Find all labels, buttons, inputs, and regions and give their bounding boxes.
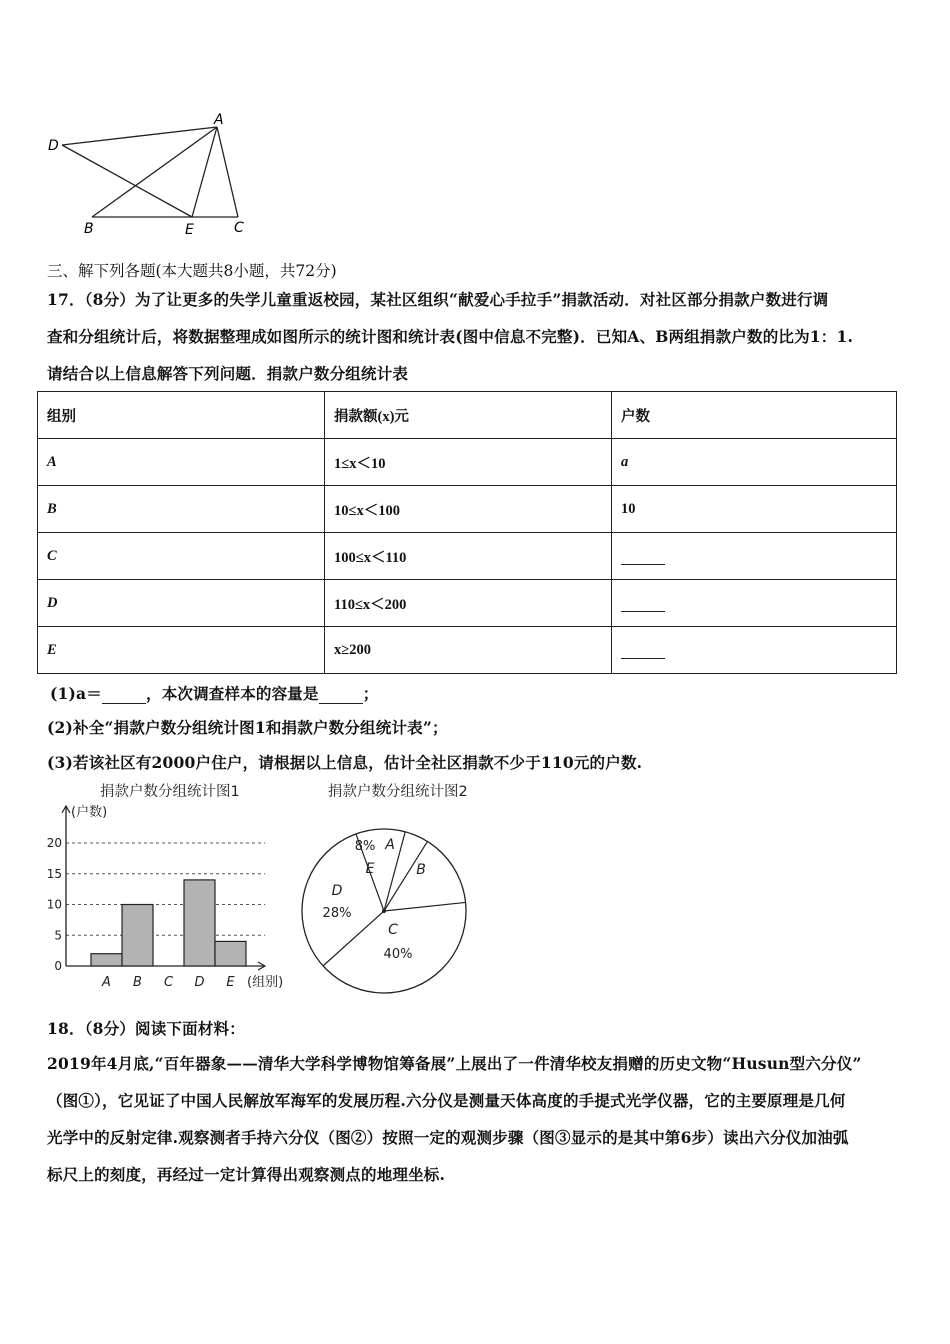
cell-group: A [38,439,325,486]
cell-range: 1≤x＜10 [325,439,612,486]
sub1-b: ，本次调查样本的容量是 [146,684,319,703]
pie-percent-e: 8% [354,839,376,854]
cell-range: 10≤x＜100 [325,486,612,533]
bar-a [91,954,122,966]
bar-chart-title: 捐款户数分组统计图1 [100,784,240,800]
answer-blank [621,597,665,612]
cell-count: a [612,439,897,486]
point-label-d: D [48,138,59,154]
cell-count-blank [612,533,897,580]
point-label-b: B [84,221,94,237]
table-row [38,627,897,674]
x-tick-label: C [163,975,174,990]
x-tick-label: A [102,975,111,990]
q17-sub1 [50,682,378,704]
table-row [38,439,897,486]
pie-center [382,909,386,913]
answer-blank [621,550,665,565]
cell-count-blank [612,580,897,627]
pie-label-e: E [365,861,375,877]
q18-line3: （图①），它见证了中国人民解放军海军的发展历程.六分仪是测量天体高度的手提式光学仪器，它的主要原理是几何 [47,1091,846,1110]
table-row [38,486,897,533]
pie-label-b: B [416,862,426,878]
x-tick-label: E [226,975,235,990]
q17-sub3: (3)若该社区有2000户住户，请根据以上信息，估计全社区捐款不少于110元的户数. [47,753,643,772]
pie-label-c: C [388,922,398,938]
pie-chart-title: 捐款户数分组统计图2 [328,784,468,800]
point-label-e: E [185,222,194,238]
geometry-figure [40,110,260,240]
q17-line2: 查和分组统计后，将数据整理成如图所示的统计图和统计表(图中信息不完整)．已知A、B两组捐款户数的比为1：1. [47,327,854,346]
pie-percent-d: 28% [322,906,352,921]
table-row [38,580,897,627]
x-tick-label: D [194,975,205,990]
cell-count-blank [612,627,897,674]
cell-range: 100≤x＜110 [325,533,612,580]
cell-range: x≥200 [325,627,612,674]
header-count: 户数 [612,392,897,439]
sub1-a: (1)a＝ [50,684,102,703]
q18-line4: 光学中的反射定律.观察测者手持六分仪（图②）按照一定的观测步骤（图③显示的是其中第6步）读出六分仪加油弧 [47,1128,849,1147]
bar-chart [40,798,310,998]
cell-group: E [38,627,325,674]
bar-b [122,905,153,967]
q17-line1: 17．（8分）为了让更多的失学儿童重返校园，某社区组织“献爱心手拉手”捐款活动．对社区部分捐款户数进行调 [47,290,829,309]
point-label-c: C [234,220,244,236]
table-row [38,533,897,580]
donation-table [37,391,897,674]
pie-chart [295,822,475,1002]
answer-blank [102,689,146,704]
q17-line3: 请结合以上信息解答下列问题．捐款户数分组统计表 [47,364,409,383]
cell-group: C [38,533,325,580]
answer-blank [621,644,665,659]
point-label-a: A [214,112,224,128]
cell-group: D [38,580,325,627]
q18-line1: 18．（8分）阅读下面材料： [47,1019,245,1038]
bar-e [215,941,246,966]
y-tick-label: 20 [46,836,62,850]
bar-d [184,880,215,966]
header-amount: 捐款额(x)元 [325,392,612,439]
q18-line2: 2019年4月底,“百年器象——清华大学科学博物馆筹备展”上展出了一件清华校友捐赠的历史文物“Husun型六分仪” [47,1054,862,1073]
pie-label-a: A [385,837,395,853]
y-tick-label: 15 [46,866,62,881]
sub1-c: ； [362,684,379,703]
x-tick-label: B [133,975,142,990]
cell-group: B [38,486,325,533]
y-axis-label: (户数) [71,805,108,820]
pie-percent-c: 40% [383,947,413,962]
cell-range: 110≤x＜200 [325,580,612,627]
pie-label-d: D [331,883,343,899]
section-heading: 三、解下列各题(本大题共8小题，共72分) [47,262,337,280]
y-tick-label: 5 [54,928,62,943]
answer-blank [319,689,363,704]
q18-line5: 标尺上的刻度，再经过一定计算得出观察测点的地理坐标. [47,1165,446,1184]
table-header-row [38,392,897,439]
x-axis-label: (组别) [247,975,284,990]
header-group: 组别 [38,392,325,439]
cell-count: 10 [612,486,897,533]
q17-sub2: (2)补全“捐款户数分组统计图1和捐款户数分组统计表”； [47,718,448,737]
y-tick-label: 10 [46,897,62,912]
y-tick-label: 0 [54,959,62,973]
